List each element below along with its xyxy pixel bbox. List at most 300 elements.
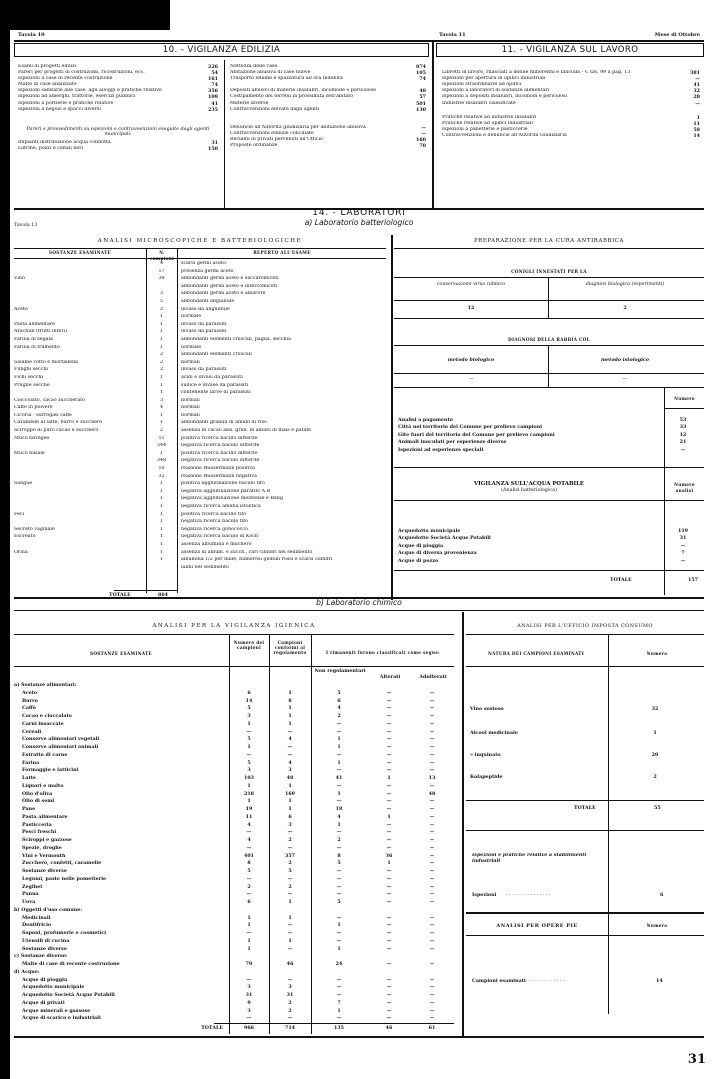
row-label: Ispezioni sanitarie alle case, agli alloggi e pratiche relative: [18, 88, 162, 94]
table-cell: 48: [428, 790, 436, 797]
row-label: Ispezioni a portierie e pratiche relative: [18, 100, 114, 106]
table-cell: 2: [337, 837, 341, 843]
table-cell: —: [386, 713, 392, 719]
table-cell: —: [386, 875, 392, 882]
table-row: [14, 489, 386, 497]
row-label: Libretti di lavoro, rilasciati a donne minorenni e fanciulli - v. tav. 99 a pag. 13: [442, 70, 631, 76]
table-cell: —: [429, 852, 435, 859]
table-cell: Conserve alimentari animali: [22, 744, 99, 750]
row-label: Città nel territorio del Comune per prelievo campioni: [398, 424, 543, 431]
row-label: Abitazione abusiva di case nuove: [230, 70, 311, 76]
table-cell: Acque di pioggia: [22, 976, 68, 983]
cell-reperto: normali: [181, 397, 200, 403]
cell-sostanza: [14, 443, 146, 451]
table-cell: [367, 907, 411, 915]
table-cell: 14: [245, 697, 253, 704]
table-row: [14, 744, 454, 752]
table-row: [14, 798, 454, 806]
row-label: Contravvenzioni elevate dagli agenti: [230, 106, 320, 112]
acqua-list: [398, 528, 702, 565]
table-cell: Aceto: [22, 689, 38, 696]
igiene-total-row: [14, 1025, 454, 1033]
table-cell: 1: [288, 899, 292, 905]
cell-campioni: 11: [158, 435, 165, 441]
divider: [548, 277, 549, 318]
table-cell: 1: [337, 736, 341, 743]
table-cell: Acquedotto Società Acque Potabili: [22, 992, 115, 998]
row-value: 1: [653, 730, 657, 736]
table-row: [14, 474, 386, 482]
table-cell: —: [336, 782, 342, 789]
table-row: [14, 806, 454, 814]
row-value: —: [421, 124, 426, 131]
row-value: 119: [677, 528, 688, 534]
cell-campioni: [146, 284, 177, 292]
list-row: [470, 774, 704, 780]
table-cell: —: [386, 937, 392, 944]
cell-campioni: 1: [159, 344, 164, 350]
igiene-header-numero: Numero dei campioni: [233, 640, 265, 651]
rabbia-diagnosi: DIAGNOSI DELLA RABBIA COL: [508, 337, 590, 342]
table-row: [14, 398, 386, 406]
table-row: [14, 519, 386, 527]
table-cell: —: [386, 697, 392, 704]
table-cell: Zeglhet: [22, 883, 43, 890]
table-cell: —: [386, 767, 392, 774]
table-cell: —: [429, 759, 435, 766]
table-cell: —: [336, 992, 342, 998]
cell-campioni: 3: [159, 397, 164, 403]
table-cell: [311, 682, 367, 690]
list-row: [18, 146, 218, 152]
table-cell: 2: [288, 860, 292, 867]
rabbia-value-3: —: [468, 377, 474, 382]
table-cell: —: [287, 829, 293, 836]
table-cell: —: [246, 930, 252, 936]
cell-campioni: [146, 565, 177, 573]
cell-sostanza: Pasta alimentare: [14, 321, 55, 327]
table-cell: —: [429, 860, 435, 867]
row-value: —: [695, 76, 700, 83]
table-row: [14, 907, 454, 915]
table-cell: 1: [247, 922, 251, 929]
table-cell: —: [246, 829, 252, 836]
cell-reperto: presenza germi aceto: [181, 268, 234, 274]
cell-campioni: 1: [159, 526, 164, 532]
table-cell: [229, 682, 269, 690]
rabbia-conigli: CONIGLI INNESTATI PER LA: [511, 269, 587, 274]
table-cell: —: [429, 728, 435, 735]
row-label: Analisi a pagamento: [398, 417, 453, 423]
table-row: [14, 760, 454, 768]
cell-reperto: negativa ricerca bacillo difterite: [181, 458, 260, 464]
cell-sostanza: Feci: [14, 511, 25, 517]
table-cell: Liquori e malto: [22, 782, 64, 789]
rule: [394, 345, 704, 346]
table-cell: —: [429, 821, 435, 828]
cell-sostanza: [14, 291, 146, 299]
table-cell: Dentifricio: [22, 922, 52, 929]
table-cell: —: [246, 976, 252, 983]
table-cell: —: [429, 899, 435, 905]
table-cell: [269, 682, 311, 690]
list-row: [230, 143, 426, 149]
table-cell: Olio di semi: [22, 798, 55, 805]
table-cell: 3: [247, 984, 251, 991]
row-label: Latrine, pozzi e canali neri: [18, 146, 84, 152]
table-row: [14, 922, 454, 930]
row-value: —: [421, 130, 426, 137]
cell-sostanza: Aceto: [14, 306, 28, 312]
imposta-ispezioni-label: Ispezioni: [472, 892, 497, 898]
cell-campioni: 2: [159, 367, 164, 373]
table-cell: —: [336, 875, 342, 882]
table-cell: —: [386, 736, 392, 743]
table-cell: —: [429, 1007, 435, 1014]
table-cell: 6: [337, 697, 341, 704]
table-cell: —: [429, 868, 435, 874]
cell-campioni: 1: [159, 504, 164, 509]
row-value: 32: [693, 88, 700, 95]
table-cell: 4: [337, 813, 341, 820]
table-row: [14, 466, 386, 474]
total-label: TOTALE: [201, 1025, 223, 1031]
list-row: [398, 558, 702, 565]
row-label: Materie diverse: [230, 100, 269, 106]
rule: [14, 666, 454, 667]
row-label: Denuncie all'Autorità giudiziaria per abitazione abusiva: [230, 124, 366, 130]
table-cell: —: [429, 705, 435, 712]
table-row: [14, 791, 454, 799]
table-row: [14, 420, 386, 428]
cell-sostanza: [14, 390, 146, 398]
table-cell: —: [429, 744, 435, 750]
cell-reperto: normale: [181, 314, 202, 320]
table-cell: 8: [247, 860, 251, 867]
table-row: [14, 534, 386, 542]
table-row: [14, 322, 386, 330]
table-cell: —: [386, 798, 392, 805]
header-center: Tavola 11: [439, 32, 466, 38]
list-row: [230, 107, 426, 113]
table-cell: —: [429, 914, 435, 921]
cell-campioni: 2: [159, 428, 164, 434]
table-cell: 41: [335, 775, 343, 781]
row-label: Pareri per progetti di costruzioni, ricostruzioni, ecc.: [18, 70, 145, 76]
table-row: [14, 284, 386, 292]
list-row: [442, 64, 700, 76]
cell-reperto: assenza di album. e zucch., rari cilindri nel sedimento: [181, 549, 313, 555]
cell-reperto: abbondanti germi aceto e intercomiceti: [181, 283, 278, 289]
table-cell: —: [386, 984, 392, 991]
table-cell: 3: [247, 767, 251, 774]
row-value: —: [680, 446, 686, 453]
micro-header-reperto: REPERTO ALL'ESAME: [253, 250, 311, 255]
table-cell: [229, 969, 269, 977]
row-value: 226: [207, 64, 218, 70]
table-row: [14, 868, 454, 876]
cell-reperto: positiva ricerca bacillo difterite: [181, 450, 258, 456]
report-page: [14, 30, 704, 1070]
row-value: 31: [679, 535, 687, 542]
table-cell: —: [336, 720, 342, 727]
table-cell: 1: [247, 914, 251, 921]
table-cell: Burro: [22, 697, 38, 704]
rabbia-metodo-istologico: metodo istologico: [600, 357, 650, 363]
rule: [214, 1023, 454, 1024]
table-cell: [367, 682, 411, 690]
table-cell: 1: [337, 945, 341, 952]
micro-total-value: 864: [158, 592, 169, 598]
igiene-col-alterati: Alterati: [379, 674, 401, 680]
row-value: 32: [651, 706, 659, 712]
divider: [548, 345, 549, 387]
table-row: [14, 891, 454, 899]
table-cell: 5: [247, 705, 251, 712]
table-cell: —: [429, 736, 435, 743]
table-cell: 1: [247, 782, 251, 789]
table-cell: 1: [337, 790, 341, 797]
table-cell: 5: [247, 868, 251, 874]
row-label: Ispezioni straordinarie ad opifici: [442, 82, 522, 88]
table-row: [14, 845, 454, 853]
table-cell: —: [429, 697, 435, 704]
table-cell: 36: [385, 852, 393, 859]
cell-sostanza: [14, 519, 146, 527]
table-cell: [367, 969, 411, 977]
table-row: [14, 557, 386, 565]
table-cell: Zucchero, confetti, caramelle: [22, 860, 102, 867]
row-label: Gite fuori del territorio del Comune per prelievo campioni: [398, 431, 555, 438]
table-cell: —: [429, 751, 435, 758]
table-row: [14, 946, 454, 954]
cell-reperto: abbondanti elementi cruscali: [181, 352, 252, 358]
list-row: [18, 107, 218, 113]
table-row: [14, 860, 454, 868]
table-cell: —: [287, 945, 293, 952]
table-cell: —: [336, 937, 342, 944]
list-row: [398, 535, 702, 542]
cell-campioni: 1: [159, 481, 164, 487]
row-label: Acquedotto municipale: [398, 528, 461, 534]
table-cell: 218: [243, 790, 254, 797]
table-row: [14, 367, 386, 375]
row-value: 381: [689, 70, 700, 77]
rule: [466, 666, 704, 667]
row-value: 150: [207, 146, 218, 153]
cell-campioni: 1: [159, 412, 164, 418]
table-cell: Pesci freschi: [22, 829, 57, 836]
table-cell: 1: [288, 937, 292, 944]
cell-reperto: normali: [181, 412, 200, 418]
table-cell: —: [429, 806, 435, 812]
table-cell: b) Oggetti d'uso comune:: [14, 906, 83, 913]
table-cell: 1: [247, 798, 251, 805]
table-cell: —: [386, 728, 392, 735]
cell-sostanza: Vino: [14, 276, 25, 282]
table-row: [14, 527, 386, 535]
row-value: 48: [419, 88, 426, 95]
imposta-total-label: TOTALE: [574, 805, 596, 811]
table-cell: —: [429, 720, 435, 727]
cell-sostanza: Cioccolato, cacao zuccherato: [14, 397, 86, 403]
cell-campioni: 4: [159, 405, 164, 411]
table-row: [14, 984, 454, 992]
cell-campioni: 1: [159, 450, 164, 456]
cell-campioni: 1: [159, 420, 164, 426]
cell-campioni: 1: [159, 549, 164, 555]
rule: [394, 570, 704, 571]
row-label: Acque di pioggia: [398, 542, 444, 549]
imposta-ispezioni-dots: . . . . . . . . . . . . . . .: [506, 892, 551, 897]
table-cell: 3: [288, 821, 292, 828]
table-cell: —: [386, 689, 392, 696]
table-cell: —: [386, 914, 392, 921]
table-row: [14, 930, 454, 938]
rabbia-title: PREPARAZIONE PER LA CURA ANTIRABBICA: [473, 238, 625, 244]
cell-campioni: 3: [159, 291, 164, 297]
row-value: 501: [415, 100, 426, 107]
table-cell: —: [429, 1015, 435, 1022]
row-label: Trasporto letame e spazzatura ad ora indebita: [230, 76, 343, 82]
table-cell: —: [287, 744, 293, 750]
table-cell: 2: [337, 713, 341, 719]
total-row: [14, 1025, 454, 1033]
rule: [394, 248, 704, 249]
table-row: [14, 345, 386, 353]
table-cell: —: [386, 930, 392, 936]
table-cell: Acque minerali e gassose: [22, 1007, 91, 1014]
imposta-header-numero: Numero: [646, 651, 668, 656]
row-value: 54: [211, 70, 218, 77]
cell-campioni: 344: [156, 443, 167, 449]
table-cell: 5: [337, 689, 341, 696]
table-cell: 2: [288, 1007, 292, 1014]
table-cell: 5: [337, 860, 341, 867]
table-cell: d) Acque:: [14, 968, 40, 975]
rule: [14, 610, 704, 611]
table-cell: 48: [286, 775, 294, 781]
row-value: 235: [207, 106, 218, 113]
table-row: [14, 899, 454, 907]
table-cell: 3: [288, 767, 292, 774]
table-cell: Acque di scarico e industriali: [22, 1015, 101, 1022]
table-cell: 1: [288, 806, 292, 812]
cell-campioni: 1: [159, 496, 164, 502]
row-value: 21: [679, 439, 687, 446]
cell-sostanza: [14, 458, 146, 466]
cell-reperto: abbondanti anguillule: [181, 298, 235, 304]
cell-reperto: normale: [181, 344, 202, 350]
table-cell: Utensili di cucina: [22, 937, 70, 944]
cell-reperto: negativa ricerca ameba istolitica: [181, 504, 261, 509]
table-cell: —: [287, 751, 293, 758]
table-cell: 70: [245, 961, 253, 967]
table-cell: 169: [284, 790, 295, 797]
cell-campioni: 1: [159, 336, 164, 342]
table-cell: Sostanze diverse: [22, 868, 67, 874]
rule: [394, 387, 704, 388]
table-cell: —: [336, 844, 342, 851]
table-row: [14, 269, 386, 277]
cell-reperto: sudice e invase da parassiti: [181, 382, 249, 388]
table-row: [14, 822, 454, 830]
table-cell: 1: [337, 922, 341, 929]
cell-reperto: positiva ricerca bacillo tifo: [181, 511, 246, 517]
pagamento-header: Numero: [674, 396, 695, 401]
cell-reperto: scarsi germi aceto: [181, 261, 226, 266]
table-cell: Conserve alimentari vegetali: [22, 736, 100, 743]
row-value: 33: [679, 424, 687, 431]
cell-campioni: 2: [159, 352, 164, 358]
row-value: 58: [693, 126, 700, 133]
table-cell: 4: [247, 821, 251, 828]
table-cell: —: [386, 844, 392, 851]
table-cell: 1: [387, 775, 391, 781]
table-cell: —: [386, 868, 392, 874]
rule: [466, 830, 704, 831]
cell-sostanza: [14, 314, 146, 322]
table-cell: [311, 969, 367, 977]
table-cell: Acque di privati: [22, 999, 65, 1006]
cell-sostanza: [14, 352, 146, 360]
rule: [664, 408, 704, 409]
list-row: [398, 543, 702, 550]
row-value: 57: [419, 94, 426, 101]
row-value: 12: [679, 431, 687, 438]
cell-campioni: 1: [159, 382, 164, 388]
table-row: [14, 550, 386, 558]
table-cell: 24: [335, 961, 343, 967]
row-value: 2: [653, 774, 657, 780]
operepie-dots: . . . . . . . . . . . . .: [526, 978, 565, 983]
table-row: [14, 352, 386, 360]
row-value: 20: [651, 752, 659, 758]
table-cell: —: [386, 806, 392, 812]
table-cell: 4: [247, 837, 251, 843]
cell-campioni: 10: [158, 466, 165, 472]
table-row: [14, 291, 386, 299]
row-label: Ispezioni a laboratori di sostanze alimentari: [442, 88, 550, 94]
table-cell: 19: [245, 806, 253, 812]
table-row: [14, 837, 454, 845]
table-cell: —: [336, 976, 342, 983]
operepie-header: Numero: [646, 923, 668, 928]
table-cell: 6: [247, 899, 251, 905]
table-cell: —: [336, 883, 342, 890]
cell-sostanza: Caffè in polvere: [14, 405, 53, 411]
cell-sostanza: [14, 489, 146, 497]
table-cell: [229, 907, 269, 915]
table-cell: —: [336, 767, 342, 774]
section-11-list: [442, 64, 700, 139]
acqua-total-label: TOTALE: [610, 577, 632, 583]
table-cell: [311, 953, 367, 961]
table-cell: [367, 953, 411, 961]
table-cell: 6: [288, 813, 292, 820]
rule: [394, 318, 704, 319]
row-label: Pratiche relative ad industrie insalubri: [442, 114, 537, 120]
table-cell: 1: [288, 782, 292, 789]
cell-reperto: negativa agglutinazione melitense e Bang: [181, 496, 283, 502]
imposta-title: ANALISI PER L'UFFICIO IMPOSTA CONSUMO: [517, 623, 653, 629]
table-cell: Legumi, paste nelle pometterie: [22, 875, 107, 882]
table-cell: [229, 953, 269, 961]
section-10-title: 10. - VIGILANZA EDILIZIA: [14, 43, 429, 57]
table-cell: —: [336, 829, 342, 836]
row-label: Ispezioni ad esperienze speciali: [398, 446, 484, 453]
table-cell: 46: [286, 961, 294, 967]
